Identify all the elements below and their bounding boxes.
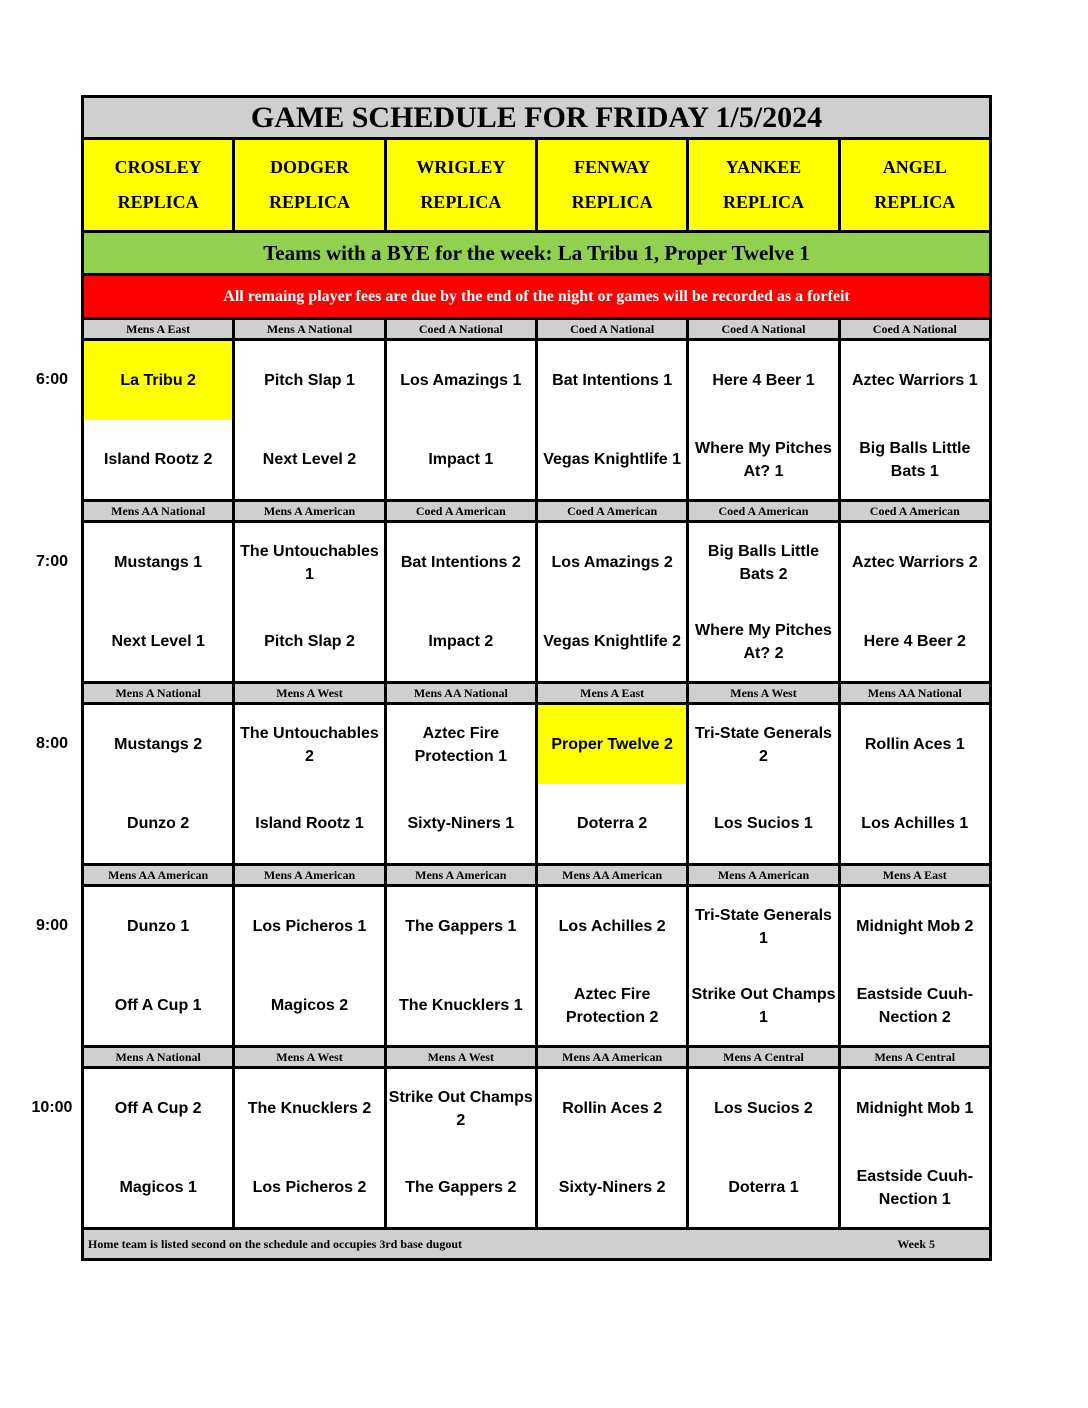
away-team: Aztec Warriors 1 bbox=[851, 372, 978, 389]
home-team: Los Achilles 1 bbox=[861, 815, 969, 832]
away-team: Bat Intentions 1 bbox=[552, 372, 673, 389]
home-team: Impact 2 bbox=[428, 633, 494, 650]
division-label: Mens A National bbox=[235, 320, 383, 338]
game-cell bbox=[235, 523, 383, 681]
week-label: Week 5 bbox=[897, 1236, 935, 1251]
home-team: Island Rootz 2 bbox=[103, 451, 213, 468]
game-cell bbox=[538, 341, 686, 499]
game-cell bbox=[387, 705, 535, 863]
home-team: The Knucklers 1 bbox=[399, 997, 523, 1014]
game-cell bbox=[387, 341, 535, 499]
field-name: DODGER bbox=[269, 157, 349, 177]
away-team: Los Picheros 1 bbox=[252, 918, 367, 935]
division-label: Mens A National bbox=[84, 684, 232, 702]
division-label: Coed A American bbox=[689, 502, 837, 520]
away-team: Mustangs 2 bbox=[114, 736, 203, 753]
game-cell bbox=[84, 705, 232, 863]
division-label: Mens A West bbox=[387, 1048, 535, 1066]
time-slot-label: 8:00 bbox=[35, 734, 69, 752]
time-slot-label: 10:00 bbox=[31, 1098, 73, 1116]
time-slot-label: 9:00 bbox=[35, 916, 69, 934]
game-cell bbox=[689, 523, 837, 681]
away-team: Los Amazings 1 bbox=[400, 372, 522, 389]
home-team: Here 4 Beer 2 bbox=[863, 633, 966, 650]
field-header-dodger bbox=[235, 140, 383, 230]
game-cell bbox=[235, 1069, 383, 1227]
field-header-fenway bbox=[538, 140, 686, 230]
game-cell bbox=[235, 887, 383, 1045]
game-cell bbox=[538, 1069, 686, 1227]
game-cell bbox=[84, 341, 232, 499]
home-team: Island Rootz 1 bbox=[255, 815, 364, 832]
game-row bbox=[84, 705, 989, 863]
home-team: Off A Cup 1 bbox=[114, 997, 202, 1014]
away-team: Bat Intentions 2 bbox=[400, 554, 521, 571]
field-sub: REPLICA bbox=[722, 192, 804, 212]
home-team-note: Home team is listed second on the schedule and occupies 3rd base dugout bbox=[88, 1236, 463, 1251]
division-label: Mens AA American bbox=[84, 866, 232, 884]
home-team: Dunzo 2 bbox=[127, 815, 190, 832]
division-label: Coed A National bbox=[387, 320, 535, 338]
field-header-angel bbox=[841, 140, 989, 230]
away-team: Big Balls Little Bats 2 bbox=[707, 542, 820, 583]
division-label: Mens A American bbox=[387, 866, 535, 884]
home-team: Impact 1 bbox=[428, 451, 494, 468]
home-team: Sixty-Niners 1 bbox=[407, 815, 515, 832]
division-label: Mens A Central bbox=[841, 1048, 989, 1066]
division-label: Mens A American bbox=[689, 866, 837, 884]
division-row bbox=[84, 502, 989, 520]
division-label: Mens A West bbox=[235, 684, 383, 702]
away-team: Rollin Aces 2 bbox=[562, 1100, 663, 1117]
division-label: Mens A West bbox=[235, 1048, 383, 1066]
division-label: Coed A National bbox=[841, 320, 989, 338]
division-label: Mens AA National bbox=[84, 502, 232, 520]
home-team: Eastside Cuuh-Nection 1 bbox=[856, 1167, 974, 1208]
field-name: ANGEL bbox=[882, 157, 947, 177]
game-cell bbox=[841, 1069, 989, 1227]
time-slot-label: 6:00 bbox=[35, 370, 69, 388]
schedule-footer bbox=[84, 1230, 989, 1258]
home-team: Doterra 1 bbox=[728, 1179, 799, 1196]
away-team: Los Sucios 2 bbox=[714, 1100, 813, 1117]
away-team: Los Amazings 2 bbox=[551, 554, 673, 571]
away-team: Tri-State Generals 1 bbox=[695, 906, 832, 947]
division-row bbox=[84, 684, 989, 702]
division-label: Coed A American bbox=[841, 502, 989, 520]
home-team: Vegas Knightlife 1 bbox=[543, 451, 682, 468]
home-team: Doterra 2 bbox=[577, 815, 648, 832]
division-label: Mens A East bbox=[84, 320, 232, 338]
division-label: Coed A American bbox=[387, 502, 535, 520]
game-cell bbox=[84, 1069, 232, 1227]
division-label: Mens AA National bbox=[387, 684, 535, 702]
field-sub: REPLICA bbox=[874, 192, 956, 212]
field-sub: REPLICA bbox=[268, 192, 350, 212]
division-label: Mens A West bbox=[689, 684, 837, 702]
away-team: Pitch Slap 1 bbox=[264, 372, 355, 389]
home-team: Strike Out Champs 1 bbox=[691, 985, 836, 1026]
division-label: Coed A National bbox=[538, 320, 686, 338]
home-team: Where My Pitches At? 2 bbox=[695, 621, 832, 662]
away-team: Aztec Warriors 2 bbox=[851, 554, 978, 571]
division-label: Coed A National bbox=[689, 320, 837, 338]
away-team: La Tribu 2 bbox=[84, 341, 232, 420]
away-team: Midnight Mob 2 bbox=[856, 918, 974, 935]
field-name: CROSLEY bbox=[114, 157, 202, 177]
division-label: Mens A East bbox=[841, 866, 989, 884]
away-team: The Gappers 1 bbox=[405, 918, 517, 935]
game-cell bbox=[538, 523, 686, 681]
away-team: Tri-State Generals 2 bbox=[695, 724, 832, 765]
home-team: Magicos 1 bbox=[119, 1179, 197, 1196]
away-team: Strike Out Champs 2 bbox=[388, 1088, 533, 1129]
away-team: Rollin Aces 1 bbox=[864, 736, 965, 753]
home-team: Where My Pitches At? 1 bbox=[695, 439, 832, 480]
game-row bbox=[84, 887, 989, 1045]
game-cell bbox=[84, 887, 232, 1045]
home-team: Sixty-Niners 2 bbox=[558, 1179, 666, 1196]
field-header-crosley bbox=[84, 140, 232, 230]
time-slot-label: 7:00 bbox=[35, 552, 69, 570]
division-row bbox=[84, 1048, 989, 1066]
home-team: Pitch Slap 2 bbox=[264, 633, 355, 650]
division-row bbox=[84, 320, 989, 338]
away-team: The Untouchables 1 bbox=[240, 542, 379, 583]
schedule-title: GAME SCHEDULE FOR FRIDAY 1/5/2024 bbox=[84, 98, 989, 137]
away-team: Proper Twelve 2 bbox=[538, 705, 686, 784]
division-row bbox=[84, 866, 989, 884]
division-label: Mens AA American bbox=[538, 1048, 686, 1066]
division-label: Mens AA American bbox=[538, 866, 686, 884]
game-cell bbox=[689, 341, 837, 499]
home-team: Next Level 1 bbox=[111, 633, 205, 650]
game-row bbox=[84, 523, 989, 681]
division-label: Mens A National bbox=[84, 1048, 232, 1066]
home-team: Los Sucios 1 bbox=[714, 815, 813, 832]
field-sub: REPLICA bbox=[571, 192, 653, 212]
game-cell bbox=[689, 887, 837, 1045]
home-team: Big Balls Little Bats 1 bbox=[859, 439, 971, 480]
game-cell bbox=[235, 341, 383, 499]
home-team: The Gappers 2 bbox=[405, 1179, 517, 1196]
field-name: WRIGLEY bbox=[416, 157, 506, 177]
division-label: Mens A Central bbox=[689, 1048, 837, 1066]
away-team: Aztec Fire Protection 1 bbox=[414, 724, 508, 765]
game-row bbox=[84, 341, 989, 499]
field-header-row bbox=[84, 140, 989, 230]
game-cell bbox=[538, 705, 686, 863]
away-team: Midnight Mob 1 bbox=[856, 1100, 974, 1117]
away-team: Off A Cup 2 bbox=[114, 1100, 202, 1117]
division-label: Coed A American bbox=[538, 502, 686, 520]
division-label: Mens AA National bbox=[841, 684, 989, 702]
field-sub: REPLICA bbox=[420, 192, 502, 212]
home-team: Eastside Cuuh-Nection 2 bbox=[856, 985, 974, 1026]
away-team: Los Achilles 2 bbox=[558, 918, 666, 935]
home-team: Magicos 2 bbox=[270, 997, 349, 1014]
game-cell bbox=[841, 523, 989, 681]
home-team: Vegas Knightlife 2 bbox=[543, 633, 682, 650]
away-team: The Untouchables 2 bbox=[240, 724, 379, 765]
game-cell bbox=[387, 1069, 535, 1227]
game-cell bbox=[387, 523, 535, 681]
field-name: YANKEE bbox=[725, 157, 802, 177]
game-cell bbox=[689, 1069, 837, 1227]
bye-banner: Teams with a BYE for the week: La Tribu 1, Proper Twelve 1 bbox=[84, 233, 989, 273]
away-team: The Knucklers 2 bbox=[247, 1100, 372, 1117]
schedule-table bbox=[81, 95, 992, 1261]
game-cell bbox=[841, 705, 989, 863]
game-row bbox=[84, 1069, 989, 1227]
game-cell bbox=[538, 887, 686, 1045]
away-team: Here 4 Beer 1 bbox=[712, 372, 815, 389]
away-team: Mustangs 1 bbox=[114, 554, 203, 571]
game-cell bbox=[689, 705, 837, 863]
field-name: FENWAY bbox=[573, 157, 651, 177]
home-team: Aztec Fire Protection 2 bbox=[565, 985, 659, 1026]
game-cell bbox=[841, 341, 989, 499]
field-sub: REPLICA bbox=[117, 192, 199, 212]
home-team: Next Level 2 bbox=[262, 451, 357, 468]
division-label: Mens A American bbox=[235, 502, 383, 520]
game-cell bbox=[235, 705, 383, 863]
game-cell bbox=[387, 887, 535, 1045]
game-cell bbox=[841, 887, 989, 1045]
away-team: Dunzo 1 bbox=[127, 918, 190, 935]
division-label: Mens A American bbox=[235, 866, 383, 884]
game-cell bbox=[84, 523, 232, 681]
fee-notice-banner: All remaing player fees are due by the end of the night or games will be recorded as a forfeit bbox=[84, 276, 989, 317]
division-label: Mens A East bbox=[538, 684, 686, 702]
field-header-yankee bbox=[689, 140, 837, 230]
field-header-wrigley bbox=[387, 140, 535, 230]
home-team: Los Picheros 2 bbox=[252, 1179, 367, 1196]
